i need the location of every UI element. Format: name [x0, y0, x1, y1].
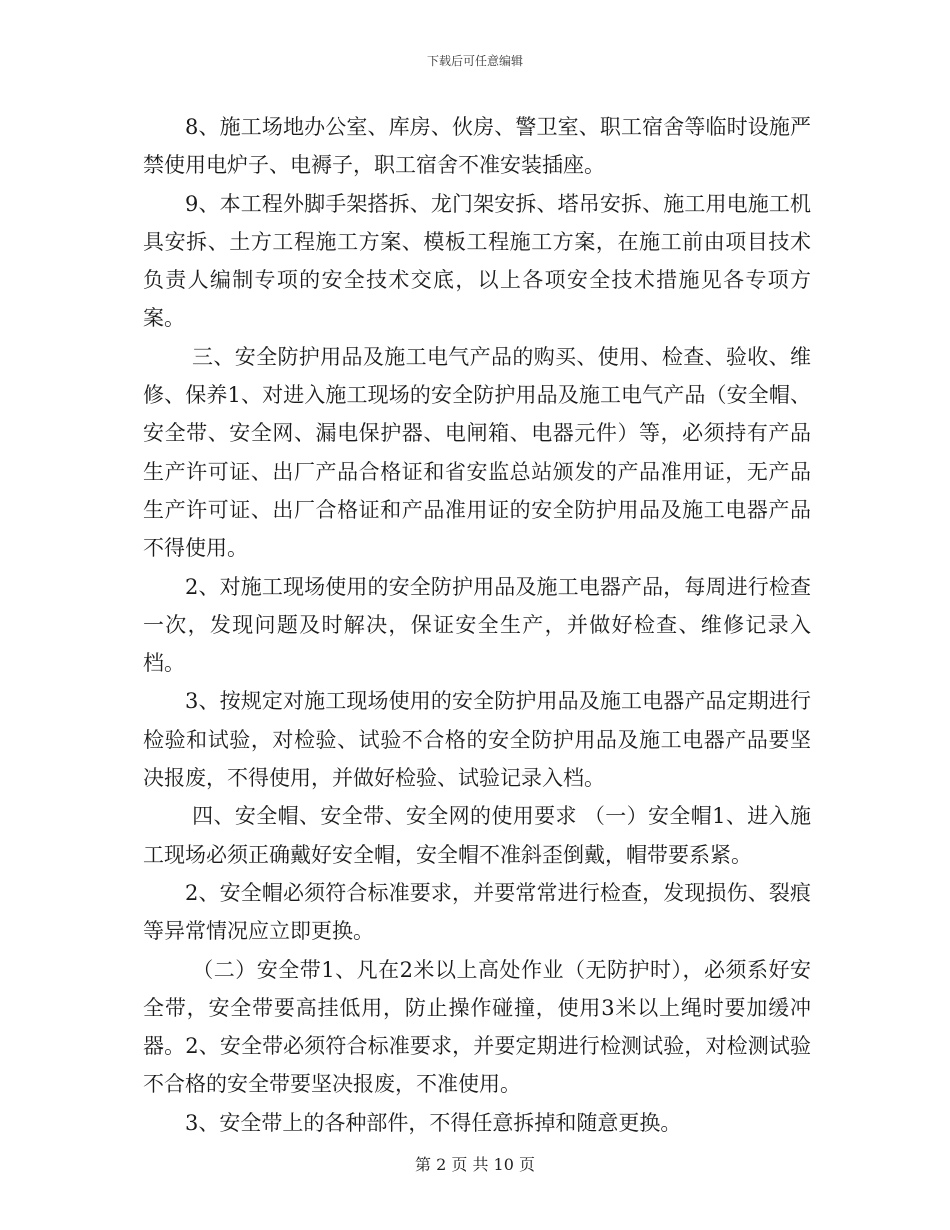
paragraph-belt-item-3: 3、安全带上的各种部件，不得任意拆掉和随意更换。: [185, 1110, 682, 1135]
page-header: 下载后可任意编辑: [426, 54, 523, 68]
paragraph-section-4: 四、安全帽、安全带、安全网的使用要求 （一）安全帽1、进入施工现场必须正确戴好安全帽，安全帽不准斜歪倒戴，帽带要系紧。: [143, 804, 811, 867]
paragraph-helmet-item-2: 2、安全帽必须符合标准要求，并要常常进行检查，发现损伤、裂痕等异常情况应立即更换。: [143, 880, 811, 944]
document-body: [143, 108, 811, 1142]
paragraph-section-3: 三、安全防护用品及施工电气产品的购买、使用、检查、验收、维修、保养1、对进入施工现场的安全防护用品及施工电气产品（安全帽、安全带、安全网、漏电保护器、电闸箱、电器元件）等，必须持有产品生产许可证、出厂产品合格证和省安监总站颁发的产品准用证，无产品生产许可证、出厂合格证和产品准用证的安全防护用品及施工电器产品不得使用。: [143, 344, 811, 561]
paragraph-section-3-item-3: 3、按规定对施工现场使用的安全防护用品及施工电器产品定期进行检验和试验，对检验、试验不合格的安全防护用品及施工电器产品要坚决报废，不得使用，并做好检验、试验记录入档。: [143, 689, 811, 791]
paragraph-section-3-item-2: 2、对施工现场使用的安全防护用品及施工电器产品，每周进行检查一次，发现问题及时解决，保证安全生产，并做好检查、维修记录入档。: [143, 574, 811, 676]
paragraph-item-9: 9、本工程外脚手架搭拆、龙门架安拆、塔吊安拆、施工用电施工机具安拆、土方工程施工方案、模板工程施工方案，在施工前由项目技术负责人编制专项的安全技术交底，以上各项安全技术措施见各专项方案。: [143, 191, 811, 331]
paragraph-item-8: 8、施工场地办公室、库房、伙房、警卫室、职工宿舍等临时设施严禁使用电炉子、电褥子，职工宿舍不准安装插座。: [143, 115, 811, 178]
paragraph-safety-belt: （二）安全带1、凡在2米以上高处作业（无防护时），必须系好安全带，安全带要高挂低用，防止操作碰撞，使用3米以上绳时要加缓冲器。2、安全带必须符合标准要求，并要定期进行检测试验，对检测试验不合格的安全带要坚决报废，不准使用。: [143, 957, 811, 1097]
page-number-footer: 第 2 页 共 10 页: [415, 1155, 535, 1174]
